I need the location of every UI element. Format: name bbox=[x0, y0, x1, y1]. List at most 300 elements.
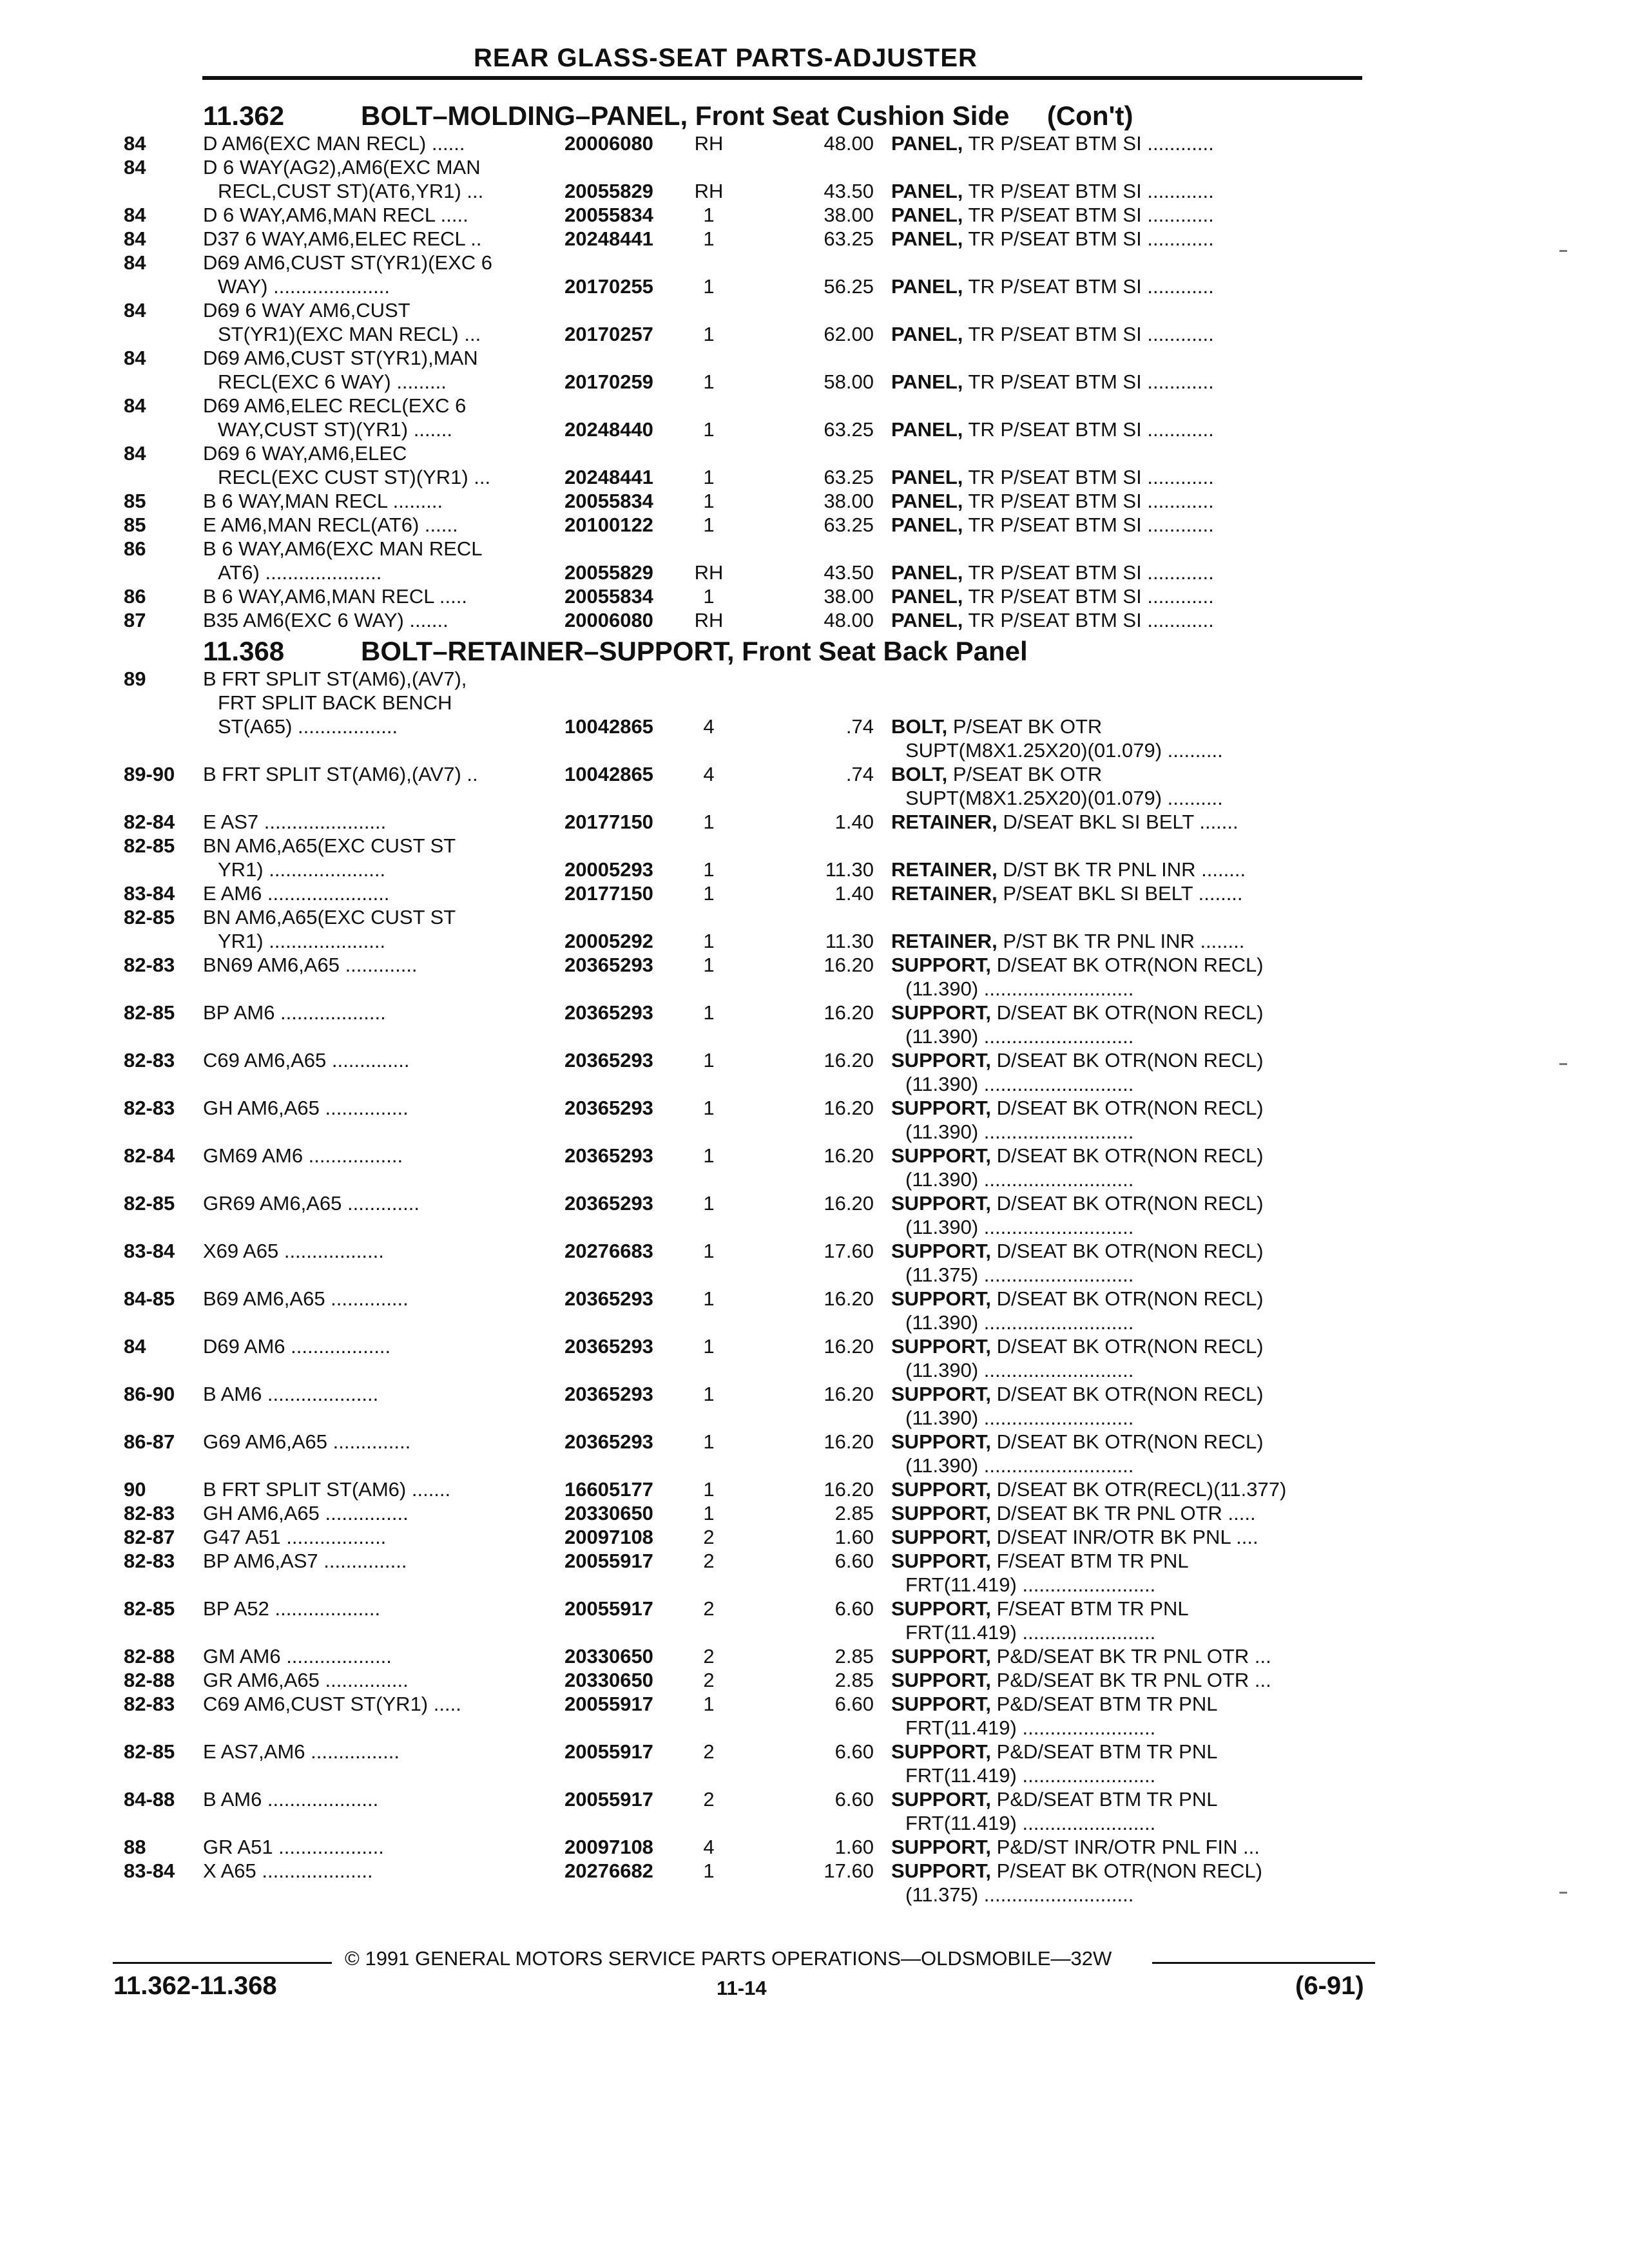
part-name-detail: P&D/ST INR/OTR PNL FIN ... bbox=[991, 1836, 1260, 1858]
price: 11.30 bbox=[825, 930, 874, 952]
model-description: B 6 WAY,AM6(EXC MAN RECL bbox=[203, 537, 483, 560]
quantity: 1 bbox=[703, 1335, 715, 1358]
part-row bbox=[122, 274, 1373, 298]
price: 1.60 bbox=[834, 1526, 874, 1548]
part-name-keyword: PANEL, bbox=[891, 323, 963, 345]
model-description: C69 AM6,CUST ST(YR1) ..... bbox=[203, 1693, 461, 1715]
part-number: 20170257 bbox=[564, 323, 653, 345]
model-description: X A65 .................... bbox=[203, 1860, 373, 1882]
quantity: 1 bbox=[703, 1144, 715, 1167]
header-rule bbox=[202, 76, 1362, 80]
model-description: B 6 WAY,AM6,MAN RECL ..... bbox=[203, 585, 467, 608]
model-description: D37 6 WAY,AM6,ELEC RECL .. bbox=[203, 227, 482, 250]
model-description: D69 AM6,CUST ST(YR1)(EXC 6 bbox=[203, 251, 493, 274]
section-heading bbox=[122, 632, 1373, 667]
quantity: RH bbox=[694, 132, 724, 155]
model-description: D69 AM6 .................. bbox=[203, 1335, 391, 1358]
part-name-keyword: PANEL, bbox=[891, 466, 963, 488]
figure-ref: 86 bbox=[124, 537, 146, 560]
part-row bbox=[122, 1168, 1373, 1191]
part-name bbox=[905, 1358, 1133, 1382]
part-row bbox=[122, 370, 1373, 394]
part-name bbox=[891, 1644, 1271, 1668]
part-number: 20365293 bbox=[564, 1430, 653, 1453]
part-name-detail: TR P/SEAT BTM SI ............ bbox=[963, 370, 1214, 393]
part-number: 20005293 bbox=[564, 858, 653, 881]
model-description: BN69 AM6,A65 ............. bbox=[203, 954, 418, 976]
part-name-keyword: BOLT, bbox=[891, 715, 948, 738]
part-name-keyword: SUPPORT, bbox=[891, 1478, 992, 1501]
part-name-keyword: PANEL, bbox=[891, 275, 963, 298]
part-row bbox=[122, 834, 1373, 858]
quantity: 1 bbox=[703, 1860, 715, 1882]
part-row bbox=[122, 537, 1373, 561]
quantity: 1 bbox=[703, 954, 715, 976]
part-row bbox=[122, 953, 1373, 977]
model-description: ST(YR1)(EXC MAN RECL) ... bbox=[218, 323, 481, 345]
part-number: 20365293 bbox=[564, 1001, 653, 1024]
model-description: GM69 AM6 ................. bbox=[203, 1144, 403, 1167]
part-name-detail: (11.390) ........................... bbox=[905, 1311, 1134, 1334]
model-description: WAY,CUST ST)(YR1) ....... bbox=[218, 418, 453, 441]
part-name-keyword: PANEL, bbox=[891, 132, 963, 155]
figure-ref: 82-88 bbox=[124, 1645, 175, 1667]
part-name-detail: TR P/SEAT BTM SI ............ bbox=[963, 514, 1214, 536]
price: .74 bbox=[845, 763, 874, 785]
section-title-text: BOLT–MOLDING–PANEL, Front Seat Cushion Side bbox=[361, 101, 1010, 131]
figure-ref: 85 bbox=[124, 514, 146, 536]
quantity: 1 bbox=[703, 490, 715, 512]
part-row bbox=[122, 1549, 1373, 1573]
figure-ref: 84-88 bbox=[124, 1788, 175, 1811]
price: 63.25 bbox=[824, 466, 874, 488]
part-row bbox=[122, 513, 1373, 537]
price: 16.20 bbox=[824, 1383, 874, 1405]
part-name bbox=[905, 1811, 1155, 1835]
part-number: 20055829 bbox=[564, 180, 653, 202]
part-name bbox=[891, 881, 1243, 905]
model-description: E AM6,MAN RECL(AT6) ...... bbox=[203, 514, 458, 536]
part-name-detail: D/SEAT BK OTR(NON RECL) bbox=[991, 1001, 1264, 1024]
part-name bbox=[891, 1859, 1262, 1883]
figure-ref: 85 bbox=[124, 490, 146, 512]
part-row bbox=[122, 1811, 1373, 1835]
figure-ref: 82-83 bbox=[124, 1049, 175, 1072]
price: 16.20 bbox=[824, 1430, 874, 1453]
model-description: GM AM6 ................... bbox=[203, 1645, 392, 1667]
part-name-keyword: SUPPORT, bbox=[891, 1049, 992, 1072]
quantity: 1 bbox=[703, 275, 715, 298]
parts-catalog-body bbox=[122, 97, 1373, 1907]
quantity: 1 bbox=[703, 1430, 715, 1453]
model-description: GH AM6,A65 ............... bbox=[203, 1097, 409, 1119]
part-number: 20365293 bbox=[564, 1383, 653, 1405]
part-name bbox=[905, 1620, 1155, 1644]
figure-ref: 83-84 bbox=[124, 1240, 175, 1262]
model-description: D 6 WAY(AG2),AM6(EXC MAN bbox=[203, 156, 481, 178]
price: 6.60 bbox=[834, 1550, 874, 1572]
part-number: 20055834 bbox=[564, 490, 653, 512]
figure-ref: 84-85 bbox=[124, 1287, 175, 1310]
figure-ref: 82-87 bbox=[124, 1526, 175, 1548]
model-description: BP AM6,AS7 ............... bbox=[203, 1550, 407, 1572]
figure-ref: 82-83 bbox=[124, 1097, 175, 1119]
quantity: 2 bbox=[703, 1669, 715, 1691]
part-row bbox=[122, 1763, 1373, 1787]
part-name bbox=[891, 370, 1214, 394]
quantity: 1 bbox=[703, 323, 715, 345]
part-name bbox=[891, 1740, 1217, 1763]
part-name-keyword: SUPPORT, bbox=[891, 1192, 992, 1215]
part-number: 20097108 bbox=[564, 1526, 653, 1548]
price: 62.00 bbox=[824, 323, 874, 345]
part-name bbox=[891, 1048, 1264, 1072]
price: 48.00 bbox=[824, 609, 874, 631]
part-name-keyword: SUPPORT, bbox=[891, 1001, 992, 1024]
quantity: 1 bbox=[703, 1001, 715, 1024]
part-name bbox=[905, 1120, 1133, 1144]
figure-ref: 86-90 bbox=[124, 1383, 175, 1405]
price: 63.25 bbox=[824, 227, 874, 250]
part-name bbox=[905, 1573, 1155, 1597]
part-name bbox=[891, 1096, 1264, 1120]
section-heading bbox=[122, 97, 1373, 131]
part-row bbox=[122, 1454, 1373, 1477]
model-description: GR A51 ................... bbox=[203, 1836, 384, 1858]
price: 2.85 bbox=[834, 1669, 874, 1691]
part-name-keyword: SUPPORT, bbox=[891, 1740, 992, 1763]
part-number: 10042865 bbox=[564, 715, 653, 738]
part-name bbox=[891, 131, 1214, 155]
figure-ref: 82-85 bbox=[124, 1597, 175, 1620]
scan-speck bbox=[1559, 1063, 1567, 1065]
part-number: 20055917 bbox=[564, 1788, 653, 1811]
model-description: B 6 WAY,MAN RECL ......... bbox=[203, 490, 443, 512]
section-title bbox=[361, 101, 1133, 131]
model-description: D 6 WAY,AM6,MAN RECL ..... bbox=[203, 204, 468, 226]
part-name bbox=[891, 1430, 1264, 1454]
part-row bbox=[122, 1597, 1373, 1620]
figure-ref: 89 bbox=[124, 668, 146, 690]
section-continued-label: (Con't) bbox=[1046, 101, 1133, 131]
figure-ref: 82-85 bbox=[124, 1001, 175, 1024]
model-description: BN AM6,A65(EXC CUST ST bbox=[203, 834, 456, 857]
part-name-detail: TR P/SEAT BTM SI ............ bbox=[963, 609, 1214, 631]
part-name bbox=[891, 584, 1214, 608]
part-name bbox=[891, 274, 1214, 298]
part-name-keyword: RETAINER, bbox=[891, 811, 998, 833]
part-name-keyword: SUPPORT, bbox=[891, 1430, 992, 1453]
part-name bbox=[891, 489, 1214, 513]
part-name-keyword: PANEL, bbox=[891, 204, 963, 226]
model-description: D69 6 WAY,AM6,ELEC bbox=[203, 442, 407, 465]
part-number: 20330650 bbox=[564, 1502, 653, 1524]
quantity: 1 bbox=[703, 418, 715, 441]
part-name bbox=[905, 1763, 1155, 1787]
part-name-detail: D/SEAT BK OTR(NON RECL) bbox=[991, 1144, 1264, 1167]
part-name-detail: (11.390) ........................... bbox=[905, 977, 1134, 1000]
quantity: RH bbox=[694, 561, 724, 584]
price: 16.20 bbox=[824, 1478, 874, 1501]
part-name-detail: TR P/SEAT BTM SI ............ bbox=[963, 180, 1214, 202]
footer-rule-right bbox=[1152, 1962, 1375, 1964]
part-row bbox=[122, 1525, 1373, 1549]
scan-speck bbox=[1559, 250, 1567, 252]
part-name bbox=[905, 1168, 1133, 1191]
part-name-detail: (11.390) ........................... bbox=[905, 1025, 1134, 1048]
quantity: 1 bbox=[703, 227, 715, 250]
part-number: 20248440 bbox=[564, 418, 653, 441]
section-title-text: BOLT–RETAINER–SUPPORT, Front Seat Back Panel bbox=[361, 636, 1028, 666]
model-description: E AS7,AM6 ................ bbox=[203, 1740, 400, 1763]
part-name-detail: TR P/SEAT BTM SI ............ bbox=[963, 132, 1214, 155]
part-number: 20005292 bbox=[564, 930, 653, 952]
figure-ref: 84 bbox=[124, 156, 146, 178]
price: 17.60 bbox=[824, 1240, 874, 1262]
figure-ref: 90 bbox=[124, 1478, 146, 1501]
part-name bbox=[891, 322, 1214, 346]
quantity: 4 bbox=[703, 1836, 715, 1858]
part-name-keyword: SUPPORT, bbox=[891, 1550, 992, 1572]
part-name-detail: P/SEAT BKL SI BELT ........ bbox=[997, 882, 1243, 905]
price: 6.60 bbox=[834, 1788, 874, 1811]
figure-ref: 82-83 bbox=[124, 1502, 175, 1524]
footer-rule-left bbox=[113, 1962, 332, 1964]
part-name bbox=[891, 561, 1214, 584]
part-name bbox=[891, 858, 1246, 881]
part-name bbox=[891, 762, 1102, 786]
figure-ref: 82-83 bbox=[124, 954, 175, 976]
part-name bbox=[891, 1287, 1264, 1311]
part-number: 20055834 bbox=[564, 204, 653, 226]
figure-ref: 84 bbox=[124, 347, 146, 369]
part-number: 20365293 bbox=[564, 1335, 653, 1358]
part-row bbox=[122, 322, 1373, 346]
part-number: 20248441 bbox=[564, 227, 653, 250]
price: .74 bbox=[845, 715, 874, 738]
figure-ref: 82-85 bbox=[124, 1740, 175, 1763]
part-name bbox=[891, 1668, 1271, 1692]
figure-ref: 86 bbox=[124, 585, 146, 608]
model-description: GH AM6,A65 ............... bbox=[203, 1502, 409, 1524]
part-row bbox=[122, 786, 1373, 810]
figure-ref: 84 bbox=[124, 251, 146, 274]
part-name bbox=[891, 810, 1239, 834]
part-row bbox=[122, 1024, 1373, 1048]
quantity: 1 bbox=[703, 370, 715, 393]
part-name-detail: FRT(11.419) ........................ bbox=[905, 1716, 1156, 1739]
price: 6.60 bbox=[834, 1740, 874, 1763]
part-name bbox=[891, 1692, 1217, 1716]
part-name-detail: D/SEAT BK OTR(NON RECL) bbox=[991, 1383, 1264, 1405]
price: 6.60 bbox=[834, 1597, 874, 1620]
part-name-detail: D/SEAT BK OTR(NON RECL) bbox=[991, 1097, 1264, 1119]
part-name-detail: (11.390) ........................... bbox=[905, 1073, 1134, 1095]
part-name-keyword: RETAINER, bbox=[891, 882, 998, 905]
footer-page-number: 11-14 bbox=[717, 1977, 767, 1999]
part-name-detail: D/SEAT BK OTR(NON RECL) bbox=[991, 1192, 1264, 1215]
part-name-detail: TR P/SEAT BTM SI ............ bbox=[963, 227, 1214, 250]
price: 16.20 bbox=[824, 1097, 874, 1119]
price: 16.20 bbox=[824, 1144, 874, 1167]
part-name-keyword: SUPPORT, bbox=[891, 1526, 992, 1548]
part-name-detail: FRT(11.419) ........................ bbox=[905, 1573, 1156, 1596]
part-name-detail: (11.390) ........................... bbox=[905, 1359, 1134, 1381]
part-name-detail: TR P/SEAT BTM SI ............ bbox=[963, 204, 1214, 226]
part-name bbox=[905, 1311, 1133, 1334]
model-description: BP AM6 ................... bbox=[203, 1001, 386, 1024]
model-description: BN AM6,A65(EXC CUST ST bbox=[203, 906, 456, 928]
part-name-keyword: PANEL, bbox=[891, 514, 963, 536]
part-row bbox=[122, 394, 1373, 418]
part-name-detail: F/SEAT BTM TR PNL bbox=[991, 1597, 1189, 1620]
quantity: 4 bbox=[703, 715, 715, 738]
price: 58.00 bbox=[824, 370, 874, 393]
figure-ref: 88 bbox=[124, 1836, 146, 1858]
part-name bbox=[891, 227, 1214, 251]
figure-ref: 84 bbox=[124, 132, 146, 155]
model-description: B69 AM6,A65 .............. bbox=[203, 1287, 409, 1310]
part-name bbox=[905, 1406, 1133, 1430]
part-name-keyword: SUPPORT, bbox=[891, 1383, 992, 1405]
price: 11.30 bbox=[825, 858, 874, 881]
part-name bbox=[891, 1525, 1258, 1549]
part-name-detail: TR P/SEAT BTM SI ............ bbox=[963, 418, 1214, 441]
model-description: RECL(EXC CUST ST)(YR1) ... bbox=[218, 466, 491, 488]
part-number: 20365293 bbox=[564, 1144, 653, 1167]
part-row bbox=[122, 155, 1373, 179]
quantity: RH bbox=[694, 609, 724, 631]
price: 17.60 bbox=[824, 1860, 874, 1882]
part-name-detail: D/SEAT BK OTR(NON RECL) bbox=[991, 1240, 1264, 1262]
part-name-detail: TR P/SEAT BTM SI ............ bbox=[963, 561, 1214, 584]
part-number: 20055829 bbox=[564, 561, 653, 584]
model-description: B FRT SPLIT ST(AM6) ....... bbox=[203, 1478, 451, 1501]
part-name-detail: FRT(11.419) ........................ bbox=[905, 1621, 1156, 1644]
part-name-detail: (11.390) ........................... bbox=[905, 1407, 1134, 1429]
part-number: 16605177 bbox=[564, 1478, 653, 1501]
part-name bbox=[891, 1144, 1264, 1168]
part-name-keyword: RETAINER, bbox=[891, 930, 998, 952]
part-number: 20365293 bbox=[564, 954, 653, 976]
part-name-keyword: SUPPORT, bbox=[891, 1097, 992, 1119]
price: 16.20 bbox=[824, 1287, 874, 1310]
part-name-keyword: SUPPORT, bbox=[891, 1502, 992, 1524]
price: 43.50 bbox=[824, 561, 874, 584]
price: 1.40 bbox=[834, 882, 874, 905]
part-name bbox=[891, 929, 1244, 953]
part-name-detail: P&D/SEAT BTM TR PNL bbox=[991, 1693, 1218, 1715]
part-name bbox=[891, 465, 1214, 489]
model-description: RECL(EXC 6 WAY) ......... bbox=[218, 370, 447, 393]
part-row bbox=[122, 1382, 1373, 1406]
part-row bbox=[122, 1263, 1373, 1287]
part-name-keyword: SUPPORT, bbox=[891, 1693, 992, 1715]
footer-section-range: 11.362-11.368 bbox=[113, 1972, 277, 2000]
figure-ref: 82-83 bbox=[124, 1550, 175, 1572]
part-name-keyword: PANEL, bbox=[891, 561, 963, 584]
quantity: 1 bbox=[703, 1192, 715, 1215]
part-name bbox=[891, 179, 1214, 203]
quantity: 1 bbox=[703, 1478, 715, 1501]
quantity: 4 bbox=[703, 763, 715, 785]
part-name-keyword: SUPPORT, bbox=[891, 1836, 992, 1858]
part-row bbox=[122, 179, 1373, 203]
model-description: WAY) ..................... bbox=[218, 275, 390, 298]
price: 6.60 bbox=[834, 1693, 874, 1715]
quantity: 2 bbox=[703, 1740, 715, 1763]
part-name-detail: D/SEAT INR/OTR BK PNL .... bbox=[991, 1526, 1258, 1548]
quantity: 1 bbox=[703, 882, 715, 905]
part-row bbox=[122, 1740, 1373, 1763]
model-description: AT6) ..................... bbox=[218, 561, 382, 584]
part-name-detail: D/SEAT BK OTR(RECL)(11.377) bbox=[991, 1478, 1287, 1501]
footer-copyright: © 1991 GENERAL MOTORS SERVICE PARTS OPERATIONS—OLDSMOBILE—32W bbox=[345, 1947, 1112, 1970]
part-name-detail: (11.375) ........................... bbox=[905, 1264, 1134, 1286]
part-name-detail: F/SEAT BTM TR PNL bbox=[991, 1550, 1189, 1572]
part-name-keyword: SUPPORT, bbox=[891, 1144, 992, 1167]
model-description: G69 AM6,A65 .............. bbox=[203, 1430, 411, 1453]
part-row bbox=[122, 905, 1373, 929]
part-row bbox=[122, 858, 1373, 881]
part-row bbox=[122, 584, 1373, 608]
part-row bbox=[122, 1573, 1373, 1597]
figure-ref: 83-84 bbox=[124, 882, 175, 905]
part-name-detail: D/SEAT BK OTR(NON RECL) bbox=[991, 1430, 1264, 1453]
part-row bbox=[122, 1620, 1373, 1644]
part-row bbox=[122, 1144, 1373, 1168]
part-name bbox=[891, 513, 1214, 537]
part-row bbox=[122, 346, 1373, 370]
figure-ref: 82-83 bbox=[124, 1693, 175, 1715]
part-name-detail: P&D/SEAT BTM TR PNL bbox=[991, 1788, 1218, 1811]
quantity: 1 bbox=[703, 930, 715, 952]
part-row bbox=[122, 1430, 1373, 1454]
part-name bbox=[891, 953, 1264, 977]
part-name-keyword: PANEL, bbox=[891, 585, 963, 608]
part-name-keyword: PANEL, bbox=[891, 227, 963, 250]
part-number: 20055917 bbox=[564, 1740, 653, 1763]
part-number: 20365293 bbox=[564, 1097, 653, 1119]
part-row bbox=[122, 1287, 1373, 1311]
quantity: 1 bbox=[703, 1287, 715, 1310]
part-row bbox=[122, 608, 1373, 632]
model-description: X69 A65 .................. bbox=[203, 1240, 384, 1262]
part-name bbox=[905, 977, 1133, 1001]
model-description: C69 AM6,A65 .............. bbox=[203, 1049, 410, 1072]
part-number: 20170255 bbox=[564, 275, 653, 298]
part-row bbox=[122, 929, 1373, 953]
part-number: 20177150 bbox=[564, 811, 653, 833]
part-name-keyword: SUPPORT, bbox=[891, 1335, 992, 1358]
section-number: 11.362 bbox=[203, 101, 285, 131]
part-name bbox=[905, 1072, 1133, 1096]
model-description: B AM6 .................... bbox=[203, 1383, 379, 1405]
part-row bbox=[122, 561, 1373, 584]
part-row bbox=[122, 227, 1373, 251]
part-name-keyword: BOLT, bbox=[891, 763, 948, 785]
part-name-detail: P&D/SEAT BTM TR PNL bbox=[991, 1740, 1218, 1763]
part-row bbox=[122, 1334, 1373, 1358]
price: 16.20 bbox=[824, 1001, 874, 1024]
price: 16.20 bbox=[824, 1049, 874, 1072]
model-description: B AM6 .................... bbox=[203, 1788, 379, 1811]
quantity: 2 bbox=[703, 1526, 715, 1548]
part-name bbox=[891, 1835, 1260, 1859]
part-name bbox=[905, 786, 1223, 810]
part-number: 20365293 bbox=[564, 1049, 653, 1072]
part-row bbox=[122, 715, 1373, 738]
